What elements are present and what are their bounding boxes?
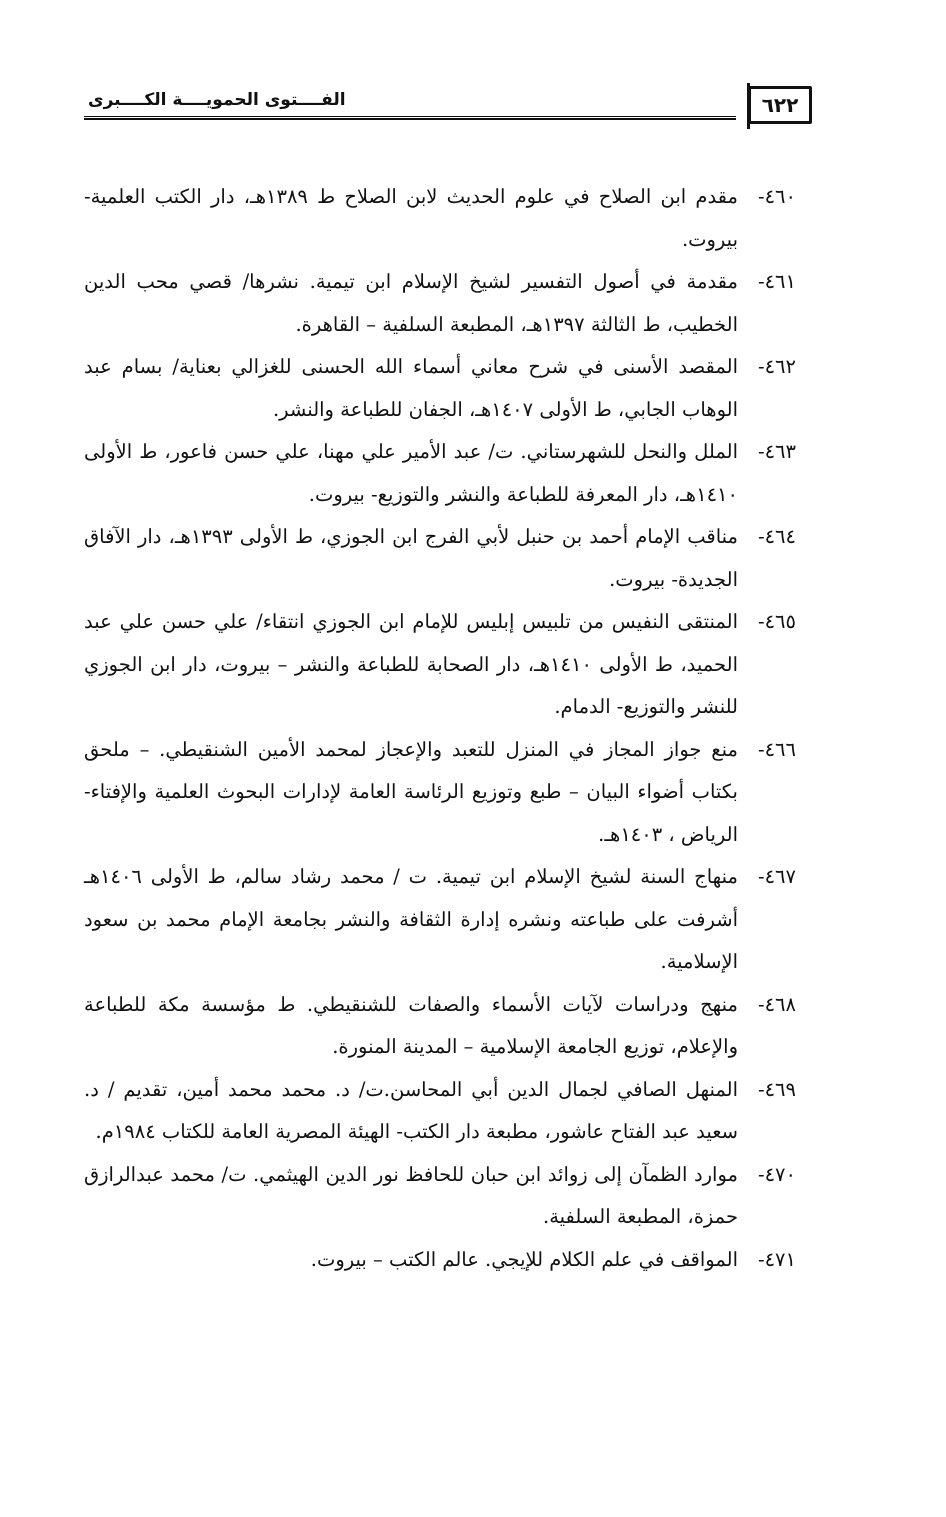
page-number: ٦٢٢ <box>748 86 812 124</box>
bibliography-entry <box>84 1069 796 1154</box>
entry-text: المنتقى النفيس من تلبيس إبليس للإمام ابن الجوزي انتقاء/ علي حسن علي عبد الحميد، ط الأولى ١٤١٠هـ، دار الصحابة للطباعة والنشر – بيروت، دار ابن الجوزي للنشر والتوزيع- الدمام. <box>84 610 738 718</box>
running-header <box>84 82 812 130</box>
bibliography-entry <box>84 856 796 984</box>
bibliography-entry <box>84 1154 796 1239</box>
bibliography-entry <box>84 601 796 729</box>
running-title <box>84 88 728 112</box>
entry-text: موارد الظمآن إلى زوائد ابن حبان للحافظ نور الدين الهيثمي. ت/ محمد عبدالرازق حمزة، المطبعة السلفية. <box>84 1162 738 1228</box>
entry-text: مقدم ابن الصلاح في علوم الحديث لابن الصلاح ط ١٣٨٩هـ، دار الكتب العلمية- بيروت. <box>84 185 738 251</box>
bibliography-entry <box>84 261 796 346</box>
entry-number: ٤٧٠- <box>757 1162 796 1186</box>
bibliography-entry <box>84 516 796 601</box>
bibliography-entry <box>84 346 796 431</box>
entry-text: منهاج السنة لشيخ الإسلام ابن تيمية. ت / محمد رشاد سالم، ط الأولى ١٤٠٦هـ أشرفت على طباعته ونشره إدارة الثقافة والنشر بجامعة الإمام محمد بن سعود الإسلامية. <box>84 865 738 973</box>
entry-number: ٤٦٨- <box>757 992 796 1016</box>
bibliography-entry <box>84 984 796 1069</box>
entry-number: ٤٦١- <box>757 270 796 293</box>
bibliography-entry <box>84 431 796 516</box>
header-rule <box>84 116 736 120</box>
entry-number: ٤٦٥- <box>757 610 796 633</box>
bibliography-entry <box>84 729 796 857</box>
entry-text: المواقف في علم الكلام للإيجي. عالم الكتب – بيروت. <box>310 1247 738 1271</box>
entry-text: مناقب الإمام أحمد بن حنبل لأبي الفرج ابن الجوزي، ط الأولى ١٣٩٣هـ، دار الآفاق الجديدة- بيروت. <box>84 525 738 591</box>
entry-number: ٤٦٤- <box>757 525 796 548</box>
entry-text: المنهل الصافي لجمال الدين أبي المحاسن.ت/ د. محمد محمد أمين، تقديم / د. سعيد عبد الفتاح عاشور، مطبعة دار الكتب- الهيئة المصرية العامة للكتاب ١٩٨٤م. <box>84 1077 738 1143</box>
bibliography-entry <box>84 176 796 261</box>
entry-text: المقصد الأسنى في شرح معاني أسماء الله الحسنى للغزالي بعناية/ بسام عبد الوهاب الجابي، ط الأولى ١٤٠٧هـ، الجفان للطباعة والنشر. <box>84 355 738 421</box>
entry-number: ٤٦٦- <box>757 737 796 761</box>
entry-number: ٤٦٠- <box>757 185 796 208</box>
entry-text: منهج ودراسات لآيات الأسماء والصفات للشنقيطي. ط مؤسسة مكة للطباعة والإعلام، توزيع الجامعة الإسلامية – المدينة المنورة. <box>84 992 738 1058</box>
running-title-text: الفــــتوى الحمويــــة الكــــبرى <box>88 90 346 110</box>
entry-number: ٤٦٧- <box>757 865 796 888</box>
entry-text: منع جواز المجاز في المنزل للتعبد والإعجاز لمحمد الأمين الشنقيطي. – ملحق بكتاب أضواء البيان – طبع وتوزيع الرئاسة العامة لإدارات البحوث العلمية والإفتاء- الرياض ، ١٤٠٣هـ. <box>84 737 738 846</box>
entry-number: ٤٧١- <box>757 1247 796 1271</box>
entry-text: الملل والنحل للشهرستاني. ت/ عبد الأمير علي مهنا، علي حسن فاعور، ط الأولى ١٤١٠هـ، دار المعرفة للطباعة والنشر والتوزيع- بيروت. <box>84 440 738 506</box>
bibliography-entry <box>84 1239 796 1282</box>
bibliography-list <box>84 176 796 1281</box>
entry-number: ٤٦٣- <box>757 440 796 463</box>
entry-number: ٤٦٢- <box>757 355 796 378</box>
entry-text: مقدمة في أصول التفسير لشيخ الإسلام ابن تيمية. نشرها/ قصي محب الدين الخطيب، ط الثالثة ١٣٩٧هـ، المطبعة السلفية – القاهرة. <box>84 270 738 336</box>
entry-number: ٤٦٩- <box>757 1077 796 1101</box>
